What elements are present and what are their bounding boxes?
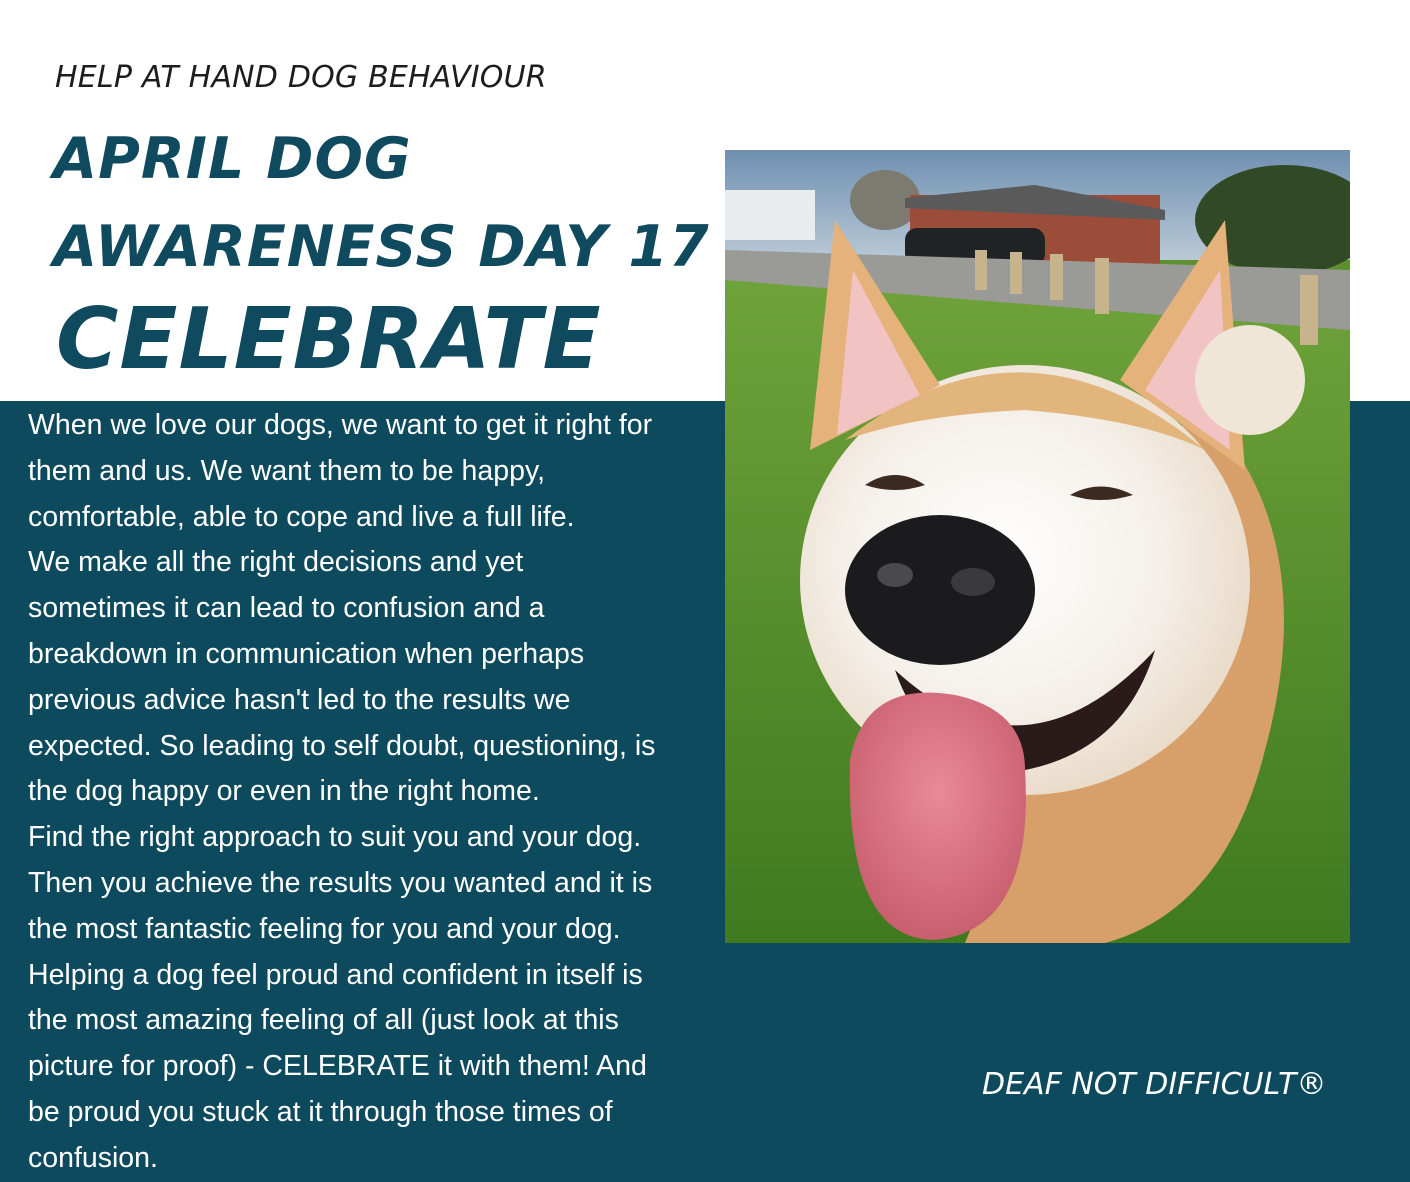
- body-line: We make all the right decisions and yet: [28, 546, 524, 579]
- body-line: Find the right approach to suit you and your dog.: [28, 821, 642, 854]
- body-line: breakdown in communication when perhaps: [28, 637, 585, 670]
- tagline-deaf-not-difficult: DEAF NOT DIFFICULT®: [982, 1067, 1327, 1102]
- body-line: When we love our dogs, we want to get it right for: [28, 409, 653, 441]
- title-line-1: APRIL DOG: [53, 126, 412, 192]
- body-line: the dog happy or even in the right home.: [28, 775, 540, 808]
- body-line: comfortable, able to cope and live a full life.: [28, 500, 575, 533]
- body-line: previous advice hasn't led to the results we: [28, 683, 571, 716]
- title-line-2: AWARENESS DAY 17: [53, 214, 710, 280]
- body-line: Helping a dog feel proud and confident in itself is: [28, 958, 643, 991]
- body-line: Then you achieve the results you wanted and it is: [28, 866, 653, 899]
- body-line: the most fantastic feeling for you and your dog.: [28, 912, 621, 945]
- body-line: them and us. We want them to be happy,: [28, 454, 545, 487]
- body-line: confusion.: [28, 1141, 158, 1174]
- body-line: sometimes it can lead to confusion and a: [28, 592, 545, 625]
- body-line: be proud you stuck at it through those times of: [28, 1095, 613, 1128]
- dog-photo: [725, 150, 1350, 943]
- body-line: the most amazing feeling of all (just look at this: [28, 1004, 619, 1037]
- title-celebrate: CELEBRATE: [56, 290, 602, 389]
- org-name: HELP AT HAND DOG BEHAVIOUR: [55, 60, 547, 95]
- body-line: picture for proof) - CELEBRATE it with them! And: [28, 1050, 647, 1083]
- body-line: expected. So leading to self doubt, questioning, is: [28, 729, 656, 762]
- body-paragraph: [28, 403, 718, 1182]
